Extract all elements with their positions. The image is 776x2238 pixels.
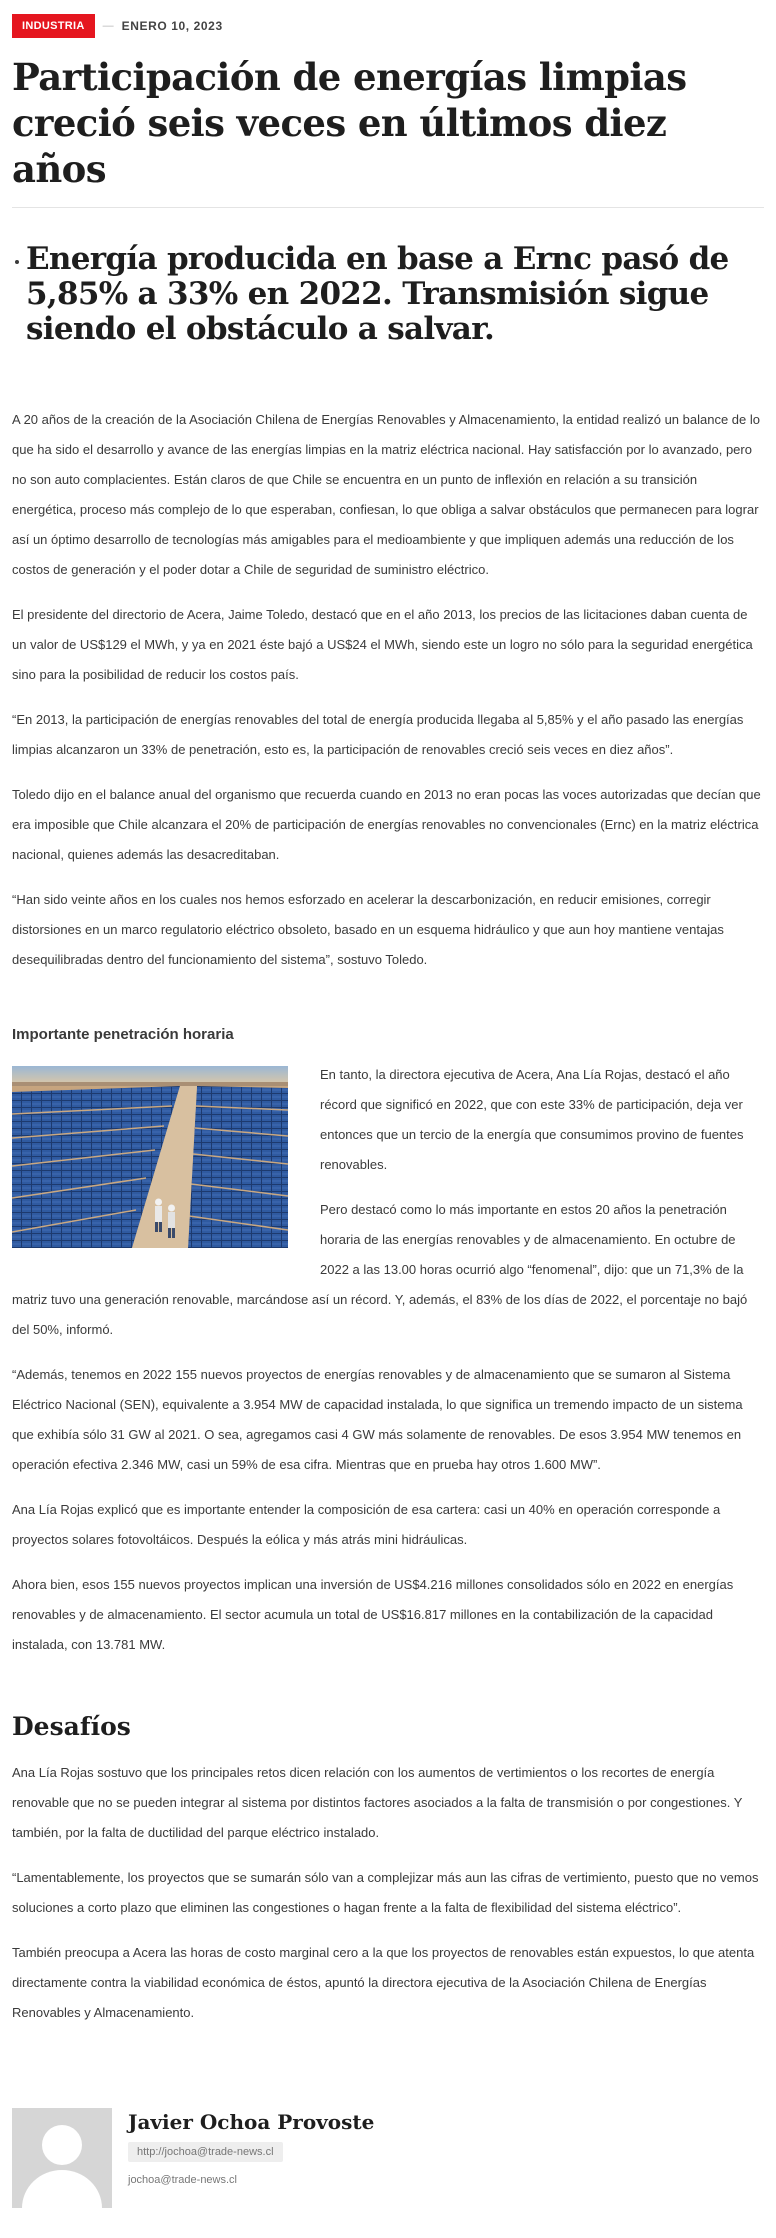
- paragraph: Ana Lía Rojas explicó que es importante entender la composición de esa cartera: casi un 40% en operación corresponde a proyectos solares fotovoltáicos. Después la eólica y más atrás mini hidráulicas.: [12, 1502, 721, 1547]
- article-subtitle-text: Energía producida en base a Ernc pasó de 5,85% a 33% en 2022. Transmisión sigue siendo el obstáculo a salvar.: [26, 241, 729, 347]
- paragraph: Ana Lía Rojas sostuvo que los principales retos dicen relación con los aumentos de vertimientos o los recortes de energía renovable que no se pueden integrar al sistema por distintos factores asociados a la falta de transmisión o por congestiones. Y también, por la falta de ductilidad del parque eléctrico instalado.: [12, 1765, 743, 1840]
- paragraph: “En 2013, la participación de energías renovables del total de energía producida llegaba al 5,85% y el año pasado las energías limpias alcanzaron un 33% de penetración, esto es, la participación de renovables creció seis veces en diez años”.: [12, 712, 744, 757]
- post-date: ENERO 10, 2023: [121, 18, 223, 33]
- paragraph: El presidente del directorio de Acera, Jaime Toledo, destacó que en el año 2013, los precios de las licitaciones daban cuenta de un valor de US$129 el MWh, y ya en 2021 éste bajó a US$24 el MWh, siendo este un logro no sólo para la seguridad energética sino para la posibilidad de reducir los costos país.: [12, 607, 753, 682]
- solar-panels-image: [12, 1066, 288, 1248]
- author-email-link[interactable]: jochoa@trade-news.cl: [128, 2174, 237, 2186]
- author-name[interactable]: Javier Ochoa Provoste: [128, 2110, 375, 2134]
- author-avatar[interactable]: [12, 2108, 112, 2208]
- author-website-link[interactable]: http://jochoa@trade-news.cl: [128, 2142, 283, 2162]
- paragraph: También preocupa a Acera las horas de costo marginal cero a la que los proyectos de renovables están expuestos, lo que atenta directamente contra la viabilidad económica de éstos, apuntó la directora ejecutiva de la Asociación Chilena de Energías Renovables y Almacenamiento.: [12, 1945, 755, 2020]
- category-badge[interactable]: INDUSTRIA: [12, 14, 95, 38]
- solar-field-illustration: [12, 1066, 288, 1248]
- avatar-placeholder-icon: [12, 2108, 112, 2208]
- paragraph: Toledo dijo en el balance anual del organismo que recuerda cuando en 2013 no eran pocas las voces autorizadas que decían que era imposible que Chile alcanzara el 20% de participación de energías renovables no convencionales (Ernc) en la matriz eléctrica nacional, quienes además las desacreditaban.: [12, 787, 761, 862]
- title-divider: [12, 207, 764, 208]
- article-subtitle-list: [12, 242, 764, 347]
- post-meta: [12, 0, 764, 38]
- bullet-icon: [15, 260, 19, 264]
- paragraph: A 20 años de la creación de la Asociación Chilena de Energías Renovables y Almacenamiento, la entidad realizó un balance de lo que ha sido el desarrollo y avance de las energías limpias en la matriz eléctrica nacional. Hay satisfacción por lo avanzado, pero no son auto complacientes. Están claros de que Chile se encuentra en un punto de inflexión en relación a su transición energética, proceso más complejo de lo que esperaban, confiesan, lo que obliga a salvar obstáculos que permanecen para lograr así un óptimo desarrollo de tecnologías más amigables para el medioambiente y que impliquen además una reducción de los costos de generación y el poder dotar a Chile de seguridad de suministro eléctrico.: [12, 412, 760, 577]
- paragraph: Pero destacó como lo más importante en estos 20 años la penetración horaria de las energías renovables y de almacenamiento. En octubre de 2022 a las 13.00 horas ocurrió algo “fenomenal”, dijo: que un 71,3% de la matriz tuvo una generación renovable, marcándose así un récord. Y, además, el 83% de los días de 2022, el porcentaje no bajó del 50%, informó.: [12, 1202, 748, 1337]
- article-title: Participación de energías limpias creció seis veces en últimos diez años: [12, 55, 687, 191]
- meta-separator: —: [102, 19, 114, 32]
- paragraph: “Además, tenemos en 2022 155 nuevos proyectos de energías renovables y de almacenamiento que se sumaron al Sistema Eléctrico Nacional (SEN), equivalente a 3.954 MW de capacidad instalada, lo que significa un tremendo impacto de un sistema que exhibía sólo 31 GW al 2021. O sea, agregamos casi 4 GW más solamente de renovables. De esos 3.954 MW tenemos en operación efectiva 2.346 MW, casi un 59% de esa cifra. Mientras que en prueba hay otros 1.600 MW”.: [12, 1367, 743, 1472]
- paragraph: En tanto, la directora ejecutiva de Acera, Ana Lía Rojas, destacó el año récord que significó en 2022, que con este 33% de participación, deja ver entonces que un tercio de la energía que consumimos provino de fuentes renovables.: [320, 1067, 744, 1172]
- paragraph: Ahora bien, esos 155 nuevos proyectos implican una inversión de US$4.216 millones consolidados sólo en 2022 en energías renovables y de almacenamiento. El sector acumula un total de US$16.817 millones en la contabilización de la capacidad instalada, con 13.781 MW.: [12, 1577, 734, 1652]
- author-info: [128, 2108, 374, 2208]
- paragraph: “Han sido veinte años en los cuales nos hemos esforzado en acelerar la descarbonización, en reducir emisiones, corregir distorsiones en un marco regulatorio eléctrico obsoleto, basado en un esquema hidráulico y que aun hoy mantiene ventajas desequilibradas dentro del funcionamiento del sistema”, sostuvo Toledo.: [12, 892, 724, 967]
- article-body: [12, 405, 764, 2028]
- section-heading-penetracion: Importante penetración horaria: [12, 1026, 234, 1043]
- article-subtitle: [26, 242, 764, 347]
- section-heading-desafios: Desafíos: [12, 1712, 131, 1741]
- author-box: [12, 2108, 764, 2238]
- paragraph: “Lamentablemente, los proyectos que se sumarán sólo van a complejizar más aun las cifras de vertimiento, puesto que no vemos soluciones a corto plazo que eliminen las congestiones o hagan frente a la falta de flexibilidad del sistema eléctrico”.: [12, 1870, 759, 1915]
